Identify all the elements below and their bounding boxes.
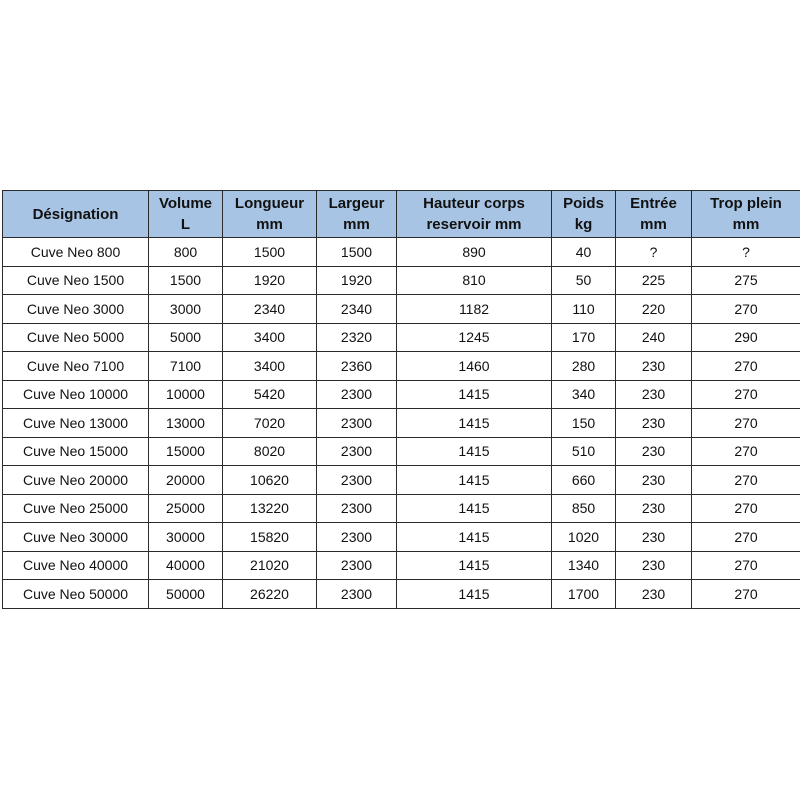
table-row	[3, 323, 800, 352]
cell-entree: 230	[616, 409, 692, 438]
cell-largeur: 2340	[317, 295, 397, 324]
cell-designation: Cuve Neo 20000	[3, 466, 149, 495]
header-largeur-label: Largeur	[328, 195, 385, 212]
header-volume-unit: L	[180, 216, 191, 233]
cell-hauteur: 1415	[397, 551, 552, 580]
cell-designation: Cuve Neo 5000	[3, 323, 149, 352]
cell-designation: Cuve Neo 800	[3, 238, 149, 267]
cell-designation: Cuve Neo 7100	[3, 352, 149, 381]
header-volume-label: Volume	[158, 195, 213, 212]
cell-designation: Cuve Neo 15000	[3, 437, 149, 466]
cell-entree: 230	[616, 494, 692, 523]
cell-longueur: 21020	[223, 551, 317, 580]
cell-poids: 340	[552, 380, 616, 409]
header-poids-label: Poids	[563, 195, 604, 212]
cell-entree: 240	[616, 323, 692, 352]
cell-volume: 40000	[149, 551, 223, 580]
cell-volume: 25000	[149, 494, 223, 523]
header-trop-plein-unit: mm	[732, 216, 760, 233]
cell-longueur: 5420	[223, 380, 317, 409]
cell-volume: 7100	[149, 352, 223, 381]
cell-hauteur: 1415	[397, 494, 552, 523]
cell-longueur: 3400	[223, 352, 317, 381]
cell-hauteur: 1460	[397, 352, 552, 381]
header-largeur-unit: mm	[343, 216, 370, 233]
cell-largeur: 2300	[317, 466, 397, 495]
cell-hauteur: 890	[397, 238, 552, 267]
cell-largeur: 2320	[317, 323, 397, 352]
header-designation-label: Désignation	[32, 205, 119, 223]
table-body	[3, 238, 800, 609]
cell-longueur: 10620	[223, 466, 317, 495]
cell-longueur: 7020	[223, 409, 317, 438]
table-row	[3, 352, 800, 381]
cell-entree: 220	[616, 295, 692, 324]
cell-entree: 230	[616, 523, 692, 552]
header-hauteur	[397, 191, 552, 238]
cell-trop-plein: 270	[692, 409, 800, 438]
header-trop-plein-label: Trop plein	[710, 195, 782, 212]
cell-entree: 230	[616, 437, 692, 466]
cell-largeur: 1500	[317, 238, 397, 267]
cell-longueur: 1500	[223, 238, 317, 267]
table-row	[3, 437, 800, 466]
cell-volume: 1500	[149, 266, 223, 295]
cell-largeur: 2300	[317, 551, 397, 580]
cell-trop-plein: 270	[692, 523, 800, 552]
cell-poids: 110	[552, 295, 616, 324]
cell-designation: Cuve Neo 25000	[3, 494, 149, 523]
cell-volume: 5000	[149, 323, 223, 352]
cell-hauteur: 1415	[397, 437, 552, 466]
cell-longueur: 8020	[223, 437, 317, 466]
header-longueur-label: Longueur	[234, 195, 305, 212]
cell-poids: 1700	[552, 580, 616, 609]
header-entree	[616, 191, 692, 238]
cell-longueur: 26220	[223, 580, 317, 609]
table-row	[3, 551, 800, 580]
cell-designation: Cuve Neo 50000	[3, 580, 149, 609]
cell-hauteur: 1245	[397, 323, 552, 352]
table-row	[3, 380, 800, 409]
cell-largeur: 2360	[317, 352, 397, 381]
cell-hauteur: 1415	[397, 580, 552, 609]
cell-longueur: 13220	[223, 494, 317, 523]
cell-volume: 20000	[149, 466, 223, 495]
cell-poids: 1340	[552, 551, 616, 580]
cell-poids: 150	[552, 409, 616, 438]
cell-trop-plein: 270	[692, 494, 800, 523]
cell-trop-plein: 270	[692, 295, 800, 324]
cell-entree: ?	[616, 238, 692, 267]
cell-poids: 50	[552, 266, 616, 295]
spec-table	[2, 190, 800, 609]
cell-entree: 230	[616, 352, 692, 381]
cell-designation: Cuve Neo 30000	[3, 523, 149, 552]
cell-trop-plein: 290	[692, 323, 800, 352]
table-row	[3, 266, 800, 295]
cell-volume: 13000	[149, 409, 223, 438]
header-largeur	[317, 191, 397, 238]
header-trop-plein	[692, 191, 800, 238]
header-poids-unit: kg	[574, 216, 593, 233]
cell-hauteur: 1182	[397, 295, 552, 324]
cell-trop-plein: 270	[692, 380, 800, 409]
cell-designation: Cuve Neo 3000	[3, 295, 149, 324]
header-hauteur-label: Hauteur corps	[423, 195, 525, 212]
cell-entree: 230	[616, 466, 692, 495]
header-poids	[552, 191, 616, 238]
table-header	[3, 191, 800, 238]
cell-largeur: 2300	[317, 409, 397, 438]
cell-designation: Cuve Neo 1500	[3, 266, 149, 295]
cell-poids: 170	[552, 323, 616, 352]
header-entree-label: Entrée	[630, 195, 677, 212]
cell-trop-plein: 275	[692, 266, 800, 295]
cell-largeur: 2300	[317, 437, 397, 466]
header-longueur-unit: mm	[256, 216, 283, 233]
cell-volume: 15000	[149, 437, 223, 466]
cell-hauteur: 1415	[397, 466, 552, 495]
header-longueur	[223, 191, 317, 238]
header-row	[3, 191, 800, 238]
cell-longueur: 15820	[223, 523, 317, 552]
cell-trop-plein: 270	[692, 437, 800, 466]
table-row	[3, 238, 800, 267]
cell-entree: 225	[616, 266, 692, 295]
cell-designation: Cuve Neo 40000	[3, 551, 149, 580]
table-row	[3, 523, 800, 552]
cell-volume: 50000	[149, 580, 223, 609]
table-row	[3, 494, 800, 523]
cell-longueur: 2340	[223, 295, 317, 324]
cell-hauteur: 810	[397, 266, 552, 295]
cell-trop-plein: 270	[692, 580, 800, 609]
cell-hauteur: 1415	[397, 523, 552, 552]
cell-largeur: 2300	[317, 380, 397, 409]
cell-largeur: 2300	[317, 523, 397, 552]
cell-largeur: 2300	[317, 494, 397, 523]
cell-entree: 230	[616, 380, 692, 409]
cell-entree: 230	[616, 551, 692, 580]
table-row	[3, 295, 800, 324]
cell-longueur: 3400	[223, 323, 317, 352]
cell-largeur: 1920	[317, 266, 397, 295]
table-row	[3, 466, 800, 495]
cell-designation: Cuve Neo 13000	[3, 409, 149, 438]
cell-trop-plein: ?	[692, 238, 800, 267]
header-designation	[3, 191, 149, 238]
cell-volume: 800	[149, 238, 223, 267]
cell-trop-plein: 270	[692, 352, 800, 381]
cell-trop-plein: 270	[692, 466, 800, 495]
cell-volume: 30000	[149, 523, 223, 552]
cell-volume: 3000	[149, 295, 223, 324]
cell-poids: 850	[552, 494, 616, 523]
cell-trop-plein: 270	[692, 551, 800, 580]
cell-volume: 10000	[149, 380, 223, 409]
cell-entree: 230	[616, 580, 692, 609]
cell-poids: 280	[552, 352, 616, 381]
table-row	[3, 580, 800, 609]
cell-poids: 1020	[552, 523, 616, 552]
header-hauteur-unit: reservoir mm	[426, 216, 522, 233]
cell-longueur: 1920	[223, 266, 317, 295]
cell-designation: Cuve Neo 10000	[3, 380, 149, 409]
cell-poids: 40	[552, 238, 616, 267]
cell-hauteur: 1415	[397, 380, 552, 409]
cell-poids: 660	[552, 466, 616, 495]
header-volume	[149, 191, 223, 238]
header-entree-unit: mm	[640, 216, 667, 233]
cell-hauteur: 1415	[397, 409, 552, 438]
table-row	[3, 409, 800, 438]
cell-largeur: 2300	[317, 580, 397, 609]
cell-poids: 510	[552, 437, 616, 466]
